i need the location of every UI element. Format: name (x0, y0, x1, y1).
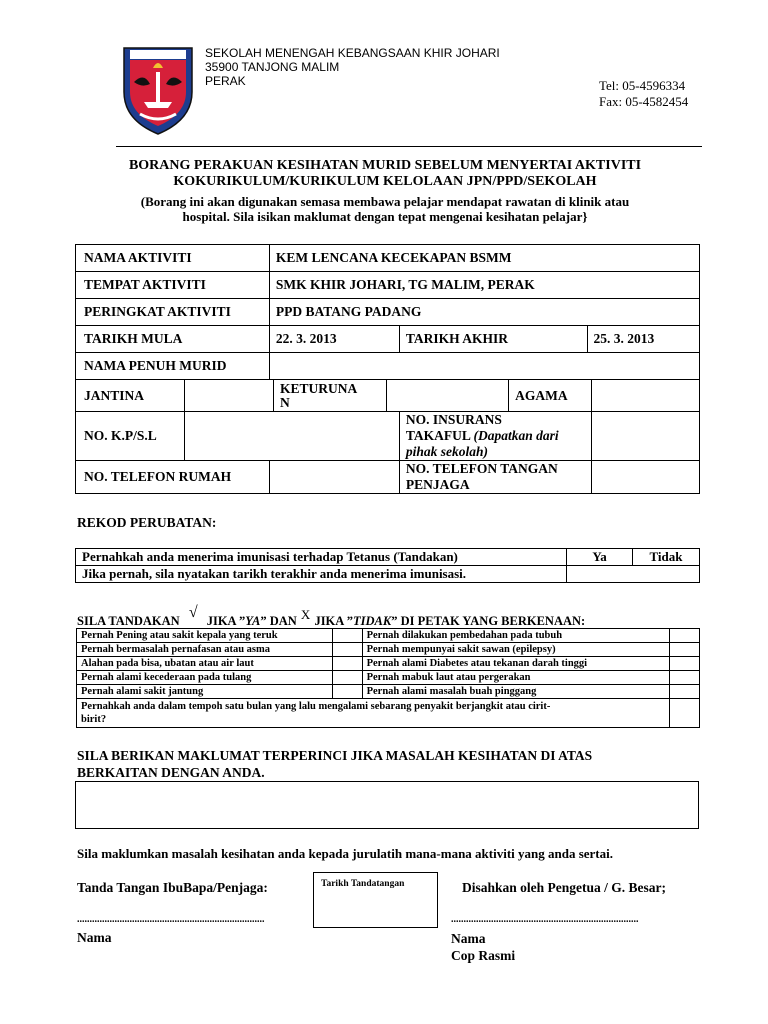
telefon-tangan-value[interactable] (591, 461, 699, 494)
row-tempat-aktiviti (76, 272, 700, 299)
check-left-label: Pernah Pening atau sakit kepala yang teruk (77, 629, 333, 643)
tarikh-mula-label: TARIKH MULA (76, 326, 270, 353)
rekod-heading: REKOD PERUBATAN: (77, 515, 217, 530)
header-divider (116, 146, 702, 147)
keturunan-value[interactable] (387, 380, 509, 412)
school-state: PERAK (205, 74, 246, 88)
agama-value[interactable] (591, 380, 699, 412)
check-left-box[interactable] (332, 685, 362, 699)
checklist-row (77, 629, 700, 643)
nama-penuh-value[interactable] (269, 353, 699, 380)
details-line2: BERKAITAN DENGAN ANDA. (77, 765, 265, 780)
check-right-label: Pernah mabuk laut atau pergerakan (362, 671, 670, 685)
check-right-label: Pernah alami masalah buah pinggang (362, 685, 670, 699)
checklist-row (77, 671, 700, 685)
kp-value[interactable] (185, 412, 400, 461)
check-left-label: Pernah bermasalah pernafasan atau asma (77, 643, 333, 657)
form-note-line1: (Borang ini akan digunakan semasa membawa pelajar mendapat rawatan di klinik atau (140, 194, 630, 209)
jantina-label: JANTINA (76, 380, 185, 412)
telefon-rumah-value[interactable] (269, 461, 399, 494)
nama-aktiviti-value[interactable]: KEM LENCANA KECEKAPAN BSMM (269, 245, 699, 272)
check-right-label: Pernah alami Diabetes atau tekanan darah tinggi (362, 657, 670, 671)
row-kp (76, 412, 700, 461)
details-textarea[interactable] (75, 781, 699, 829)
check-left-box[interactable] (332, 629, 362, 643)
parent-signature-label: Tanda Tangan IbuBapa/Penjaga: (77, 880, 268, 895)
parent-name-label: Nama (77, 930, 112, 945)
official-stamp-label: Cop Rasmi (451, 948, 516, 963)
principal-signature-line[interactable]: ........................................................................... (451, 914, 639, 925)
row-jantina (76, 380, 700, 412)
principal-label: Disahkan oleh Pengetua / G. Besar; (462, 880, 667, 895)
tick-icon: √ (188, 604, 198, 621)
check-right-box[interactable] (670, 629, 700, 643)
check-left-label: Pernah alami sakit jantung (77, 685, 333, 699)
tetanus-date-question: Jika pernah, sila nyatakan tarikh terakhir anda menerima imunisasi. (76, 566, 567, 583)
check-infection-box[interactable] (670, 699, 700, 728)
school-name: SEKOLAH MENENGAH KEBANGSAAN KHIR JOHARI (205, 46, 500, 60)
check-right-box[interactable] (670, 657, 700, 671)
keturunan-label: KETURUNA N (274, 380, 387, 412)
telefon-tangan-label: NO. TELEFON TANGAN PENJAGA (399, 461, 591, 494)
kp-label: NO. K.P/S.L (76, 412, 185, 461)
insurans-value[interactable] (591, 412, 699, 461)
tarikh-akhir-label: TARIKH AKHIR (399, 326, 587, 353)
tempat-aktiviti-value[interactable]: SMK KHIR JOHARI, TG MALIM, PERAK (269, 272, 699, 299)
check-right-box[interactable] (670, 671, 700, 685)
tempat-aktiviti-label: TEMPAT AKTIVITI (76, 272, 270, 299)
details-line1: SILA BERIKAN MAKLUMAT TERPERINCI JIKA MASALAH KESIHATAN DI ATAS (77, 748, 593, 763)
notice-text: Sila maklumkan masalah kesihatan anda kepada jurulatih mana-mana aktiviti yang anda sertai. (77, 846, 613, 861)
parent-signature-line[interactable]: ........................................................................... (77, 914, 265, 925)
cross-icon: X (300, 607, 311, 622)
row-tarikh (76, 326, 700, 353)
principal-name-label: Nama (451, 931, 486, 946)
student-info-table (75, 244, 700, 494)
form-note-line2: hospital. Sila isikan maklumat dengan tepat mengenai kesihatan pelajar} (182, 209, 588, 224)
check-infection-label: Pernahkah anda dalam tempoh satu bulan yang lalu mengalami sebarang penyakit berjangkit atau cirit- birit? (77, 699, 670, 728)
nama-aktiviti-label: NAMA AKTIVITI (76, 245, 270, 272)
form-title-line2: KOKURIKULUM/KURIKULUM KELOLAAN JPN/PPD/SEKOLAH (173, 174, 597, 189)
school-fax: Fax: 05-4582454 (599, 94, 689, 109)
tarikh-akhir-value[interactable]: 25. 3. 2013 (587, 326, 699, 353)
instruction-line: SILA TANDAKAN √ JIKA ”YA” DAN X JIKA ”TIDAK” DI PETAK YANG BERKENAAN: (77, 604, 586, 628)
tetanus-table (75, 548, 700, 583)
tetanus-question: Pernahkah anda menerima imunisasi terhadap Tetanus (Tandakan) (76, 549, 567, 566)
check-right-box[interactable] (670, 685, 700, 699)
row-peringkat-aktiviti (76, 299, 700, 326)
signature-date-label: Tarikh Tandatangan (321, 879, 405, 889)
check-right-label: Pernah mempunyai sakit sawan (epilepsy) (362, 643, 670, 657)
telefon-rumah-label: NO. TELEFON RUMAH (76, 461, 270, 494)
tetanus-date-value[interactable] (567, 566, 700, 583)
tetanus-tidak[interactable]: Tidak (633, 549, 700, 566)
check-left-label: Pernah alami kecederaan pada tulang (77, 671, 333, 685)
peringkat-aktiviti-label: PERINGKAT AKTIVITI (76, 299, 270, 326)
jantina-value[interactable] (185, 380, 274, 412)
agama-label: AGAMA (509, 380, 592, 412)
school-crest (120, 44, 196, 136)
insurans-label: NO. INSURANS TAKAFUL (Dapatkan dari pihak sekolah) (399, 412, 591, 461)
check-left-box[interactable] (332, 671, 362, 685)
tetanus-ya[interactable]: Ya (567, 549, 633, 566)
checklist-row (77, 657, 700, 671)
nama-penuh-label: NAMA PENUH MURID (76, 353, 270, 380)
row-nama-penuh (76, 353, 700, 380)
school-address: 35900 TANJONG MALIM (205, 60, 340, 74)
row-nama-aktiviti (76, 245, 700, 272)
check-left-box[interactable] (332, 657, 362, 671)
health-checklist-table (76, 628, 700, 728)
check-right-box[interactable] (670, 643, 700, 657)
tarikh-mula-value[interactable]: 22. 3. 2013 (269, 326, 399, 353)
check-right-label: Pernah dilakukan pembedahan pada tubuh (362, 629, 670, 643)
checklist-row-infection (77, 699, 700, 728)
form-title-line1: BORANG PERAKUAN KESIHATAN MURID SEBELUM MENYERTAI AKTIVITI (128, 158, 642, 173)
signature-date-box[interactable] (313, 872, 438, 928)
school-tel: Tel: 05-4596334 (599, 78, 686, 93)
check-left-label: Alahan pada bisa, ubatan atau air laut (77, 657, 333, 671)
check-left-box[interactable] (332, 643, 362, 657)
row-telefon (76, 461, 700, 494)
checklist-row (77, 685, 700, 699)
checklist-row (77, 643, 700, 657)
peringkat-aktiviti-value[interactable]: PPD BATANG PADANG (269, 299, 699, 326)
